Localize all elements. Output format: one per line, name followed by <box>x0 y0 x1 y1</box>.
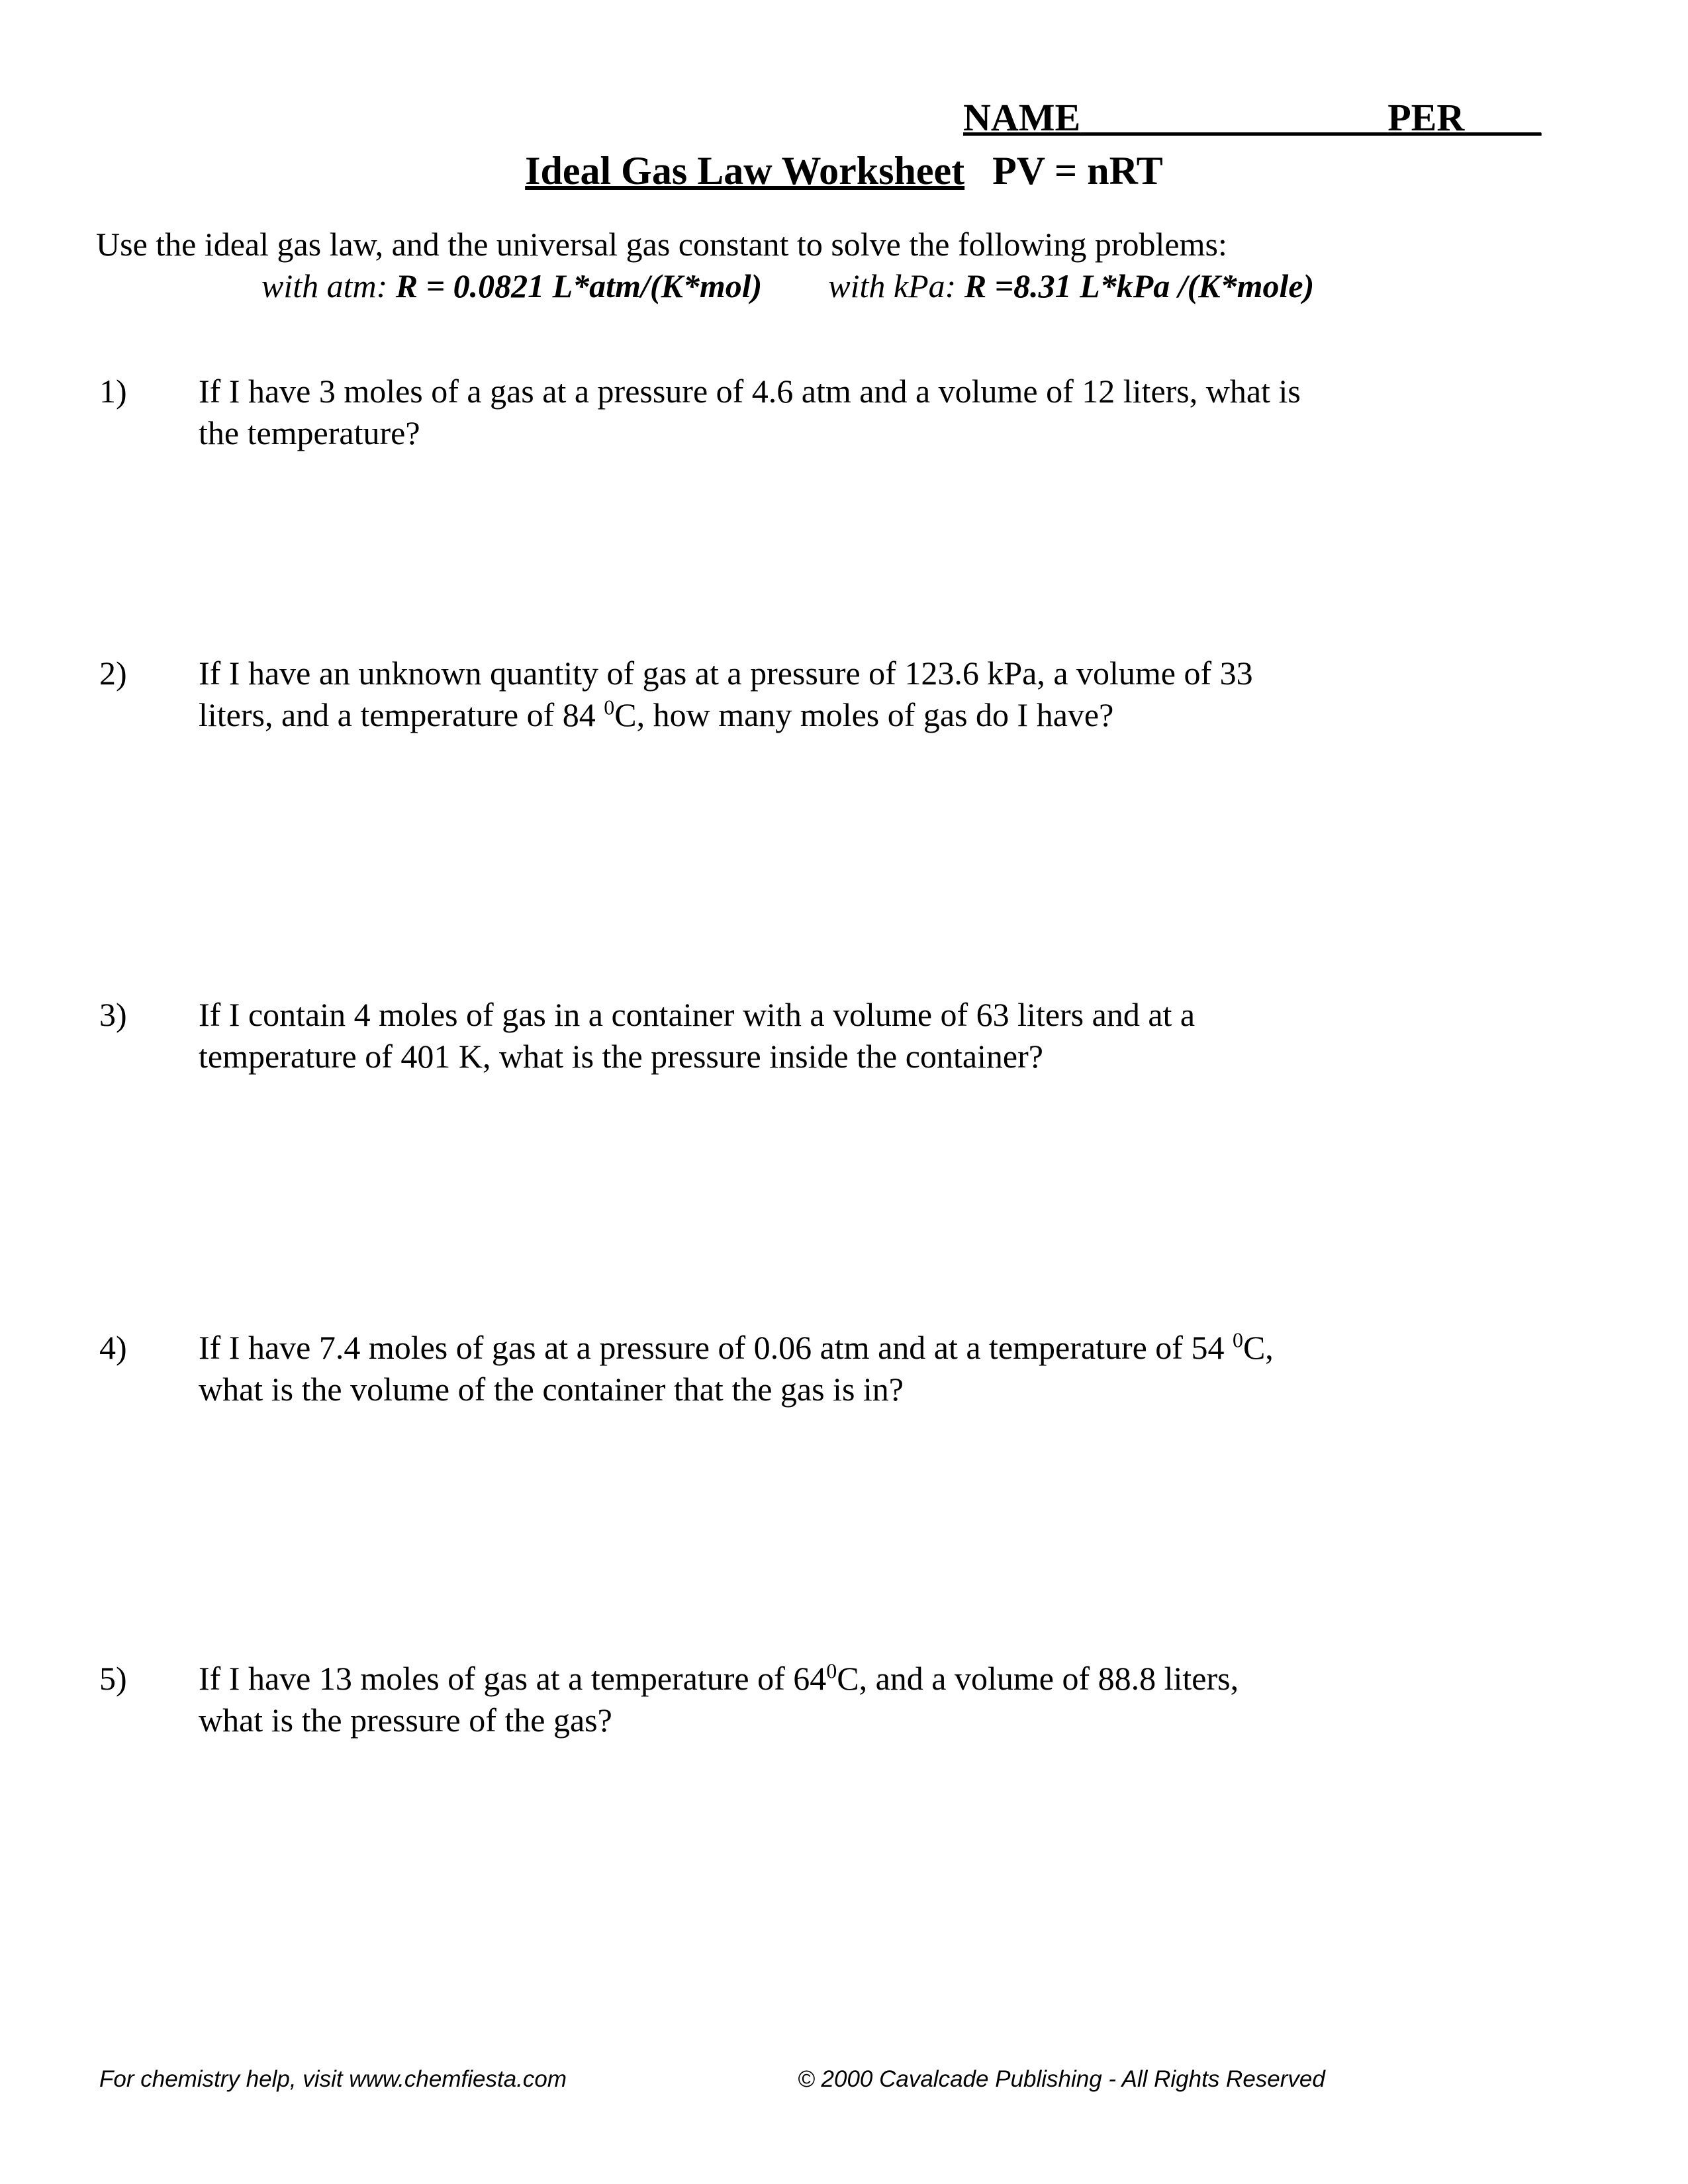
question-4-text <box>199 1327 1609 1410</box>
per-label: PER <box>1387 96 1465 139</box>
question-4-number: 4) <box>99 1329 127 1366</box>
superscript-degree: 0 <box>604 695 615 719</box>
question-5-text <box>199 1658 1609 1741</box>
kpa-constant-label: with kPa: <box>828 267 964 304</box>
gas-constants-line <box>261 267 1314 305</box>
question-1-text <box>199 371 1609 454</box>
atm-constant-label: with atm: <box>261 267 396 304</box>
name-blank-line: ________________ <box>1080 96 1388 139</box>
kpa-constant-value: R =8.31 L*kPa /(K*mole) <box>964 267 1315 304</box>
question-3 <box>99 994 1609 1077</box>
name-label: NAME <box>963 96 1081 139</box>
question-5 <box>99 1658 1609 1741</box>
question-2 <box>99 653 1609 736</box>
question-text-segment: C, <box>1243 1329 1274 1366</box>
name-per-line <box>963 95 1541 140</box>
question-4 <box>99 1327 1609 1410</box>
question-1-number: 1) <box>99 373 127 410</box>
question-3-number: 3) <box>99 996 127 1033</box>
atm-constant-value: R = 0.0821 L*atm/(K*mol) <box>395 267 763 304</box>
question-text-segment: temperature of 401 K, what is the pressure inside the container? <box>199 1038 1043 1075</box>
superscript-degree: 0 <box>1232 1328 1243 1352</box>
question-text-segment: the temperature? <box>199 414 420 451</box>
per-blank-line: ____ <box>1464 96 1542 139</box>
question-2-number: 2) <box>99 655 127 692</box>
ideal-gas-equation: PV = nRT <box>992 149 1163 193</box>
question-text-segment: C, and a volume of 88.8 liters, <box>837 1660 1239 1697</box>
question-text-segment: what is the pressure of the gas? <box>199 1702 612 1739</box>
footer-copyright: © 2000 Cavalcade Publishing - All Rights Reserved <box>798 2066 1325 2092</box>
question-5-number: 5) <box>99 1660 127 1697</box>
question-text-segment: what is the volume of the container that the gas is in? <box>199 1371 904 1408</box>
question-text-segment: If I have 7.4 moles of gas at a pressure of 0.06 atm and at a temperature of 54 <box>199 1329 1233 1366</box>
worksheet-title: Ideal Gas Law Worksheet <box>525 149 965 193</box>
page-title <box>0 148 1688 194</box>
question-text-segment: C, how many moles of gas do I have? <box>614 696 1114 733</box>
question-text-segment: If I have 3 moles of a gas at a pressure of 4.6 atm and a volume of 12 liters, what is <box>199 373 1301 410</box>
question-text-segment: liters, and a temperature of 84 <box>199 696 604 733</box>
question-text-segment: If I have an unknown quantity of gas at a pressure of 123.6 kPa, a volume of 33 <box>199 655 1253 692</box>
question-2-text <box>199 653 1609 736</box>
superscript-degree: 0 <box>826 1659 837 1683</box>
question-text-segment: If I contain 4 moles of gas in a container with a volume of 63 liters and at a <box>199 996 1196 1033</box>
footer-site-note: For chemistry help, visit www.chemfiesta.com <box>99 2066 567 2092</box>
instructions-line: Use the ideal gas law, and the universal gas constant to solve the following problems: <box>96 226 1227 263</box>
question-3-text <box>199 994 1609 1077</box>
question-1 <box>99 371 1609 454</box>
question-text-segment: If I have 13 moles of gas at a temperature of 64 <box>199 1660 827 1697</box>
